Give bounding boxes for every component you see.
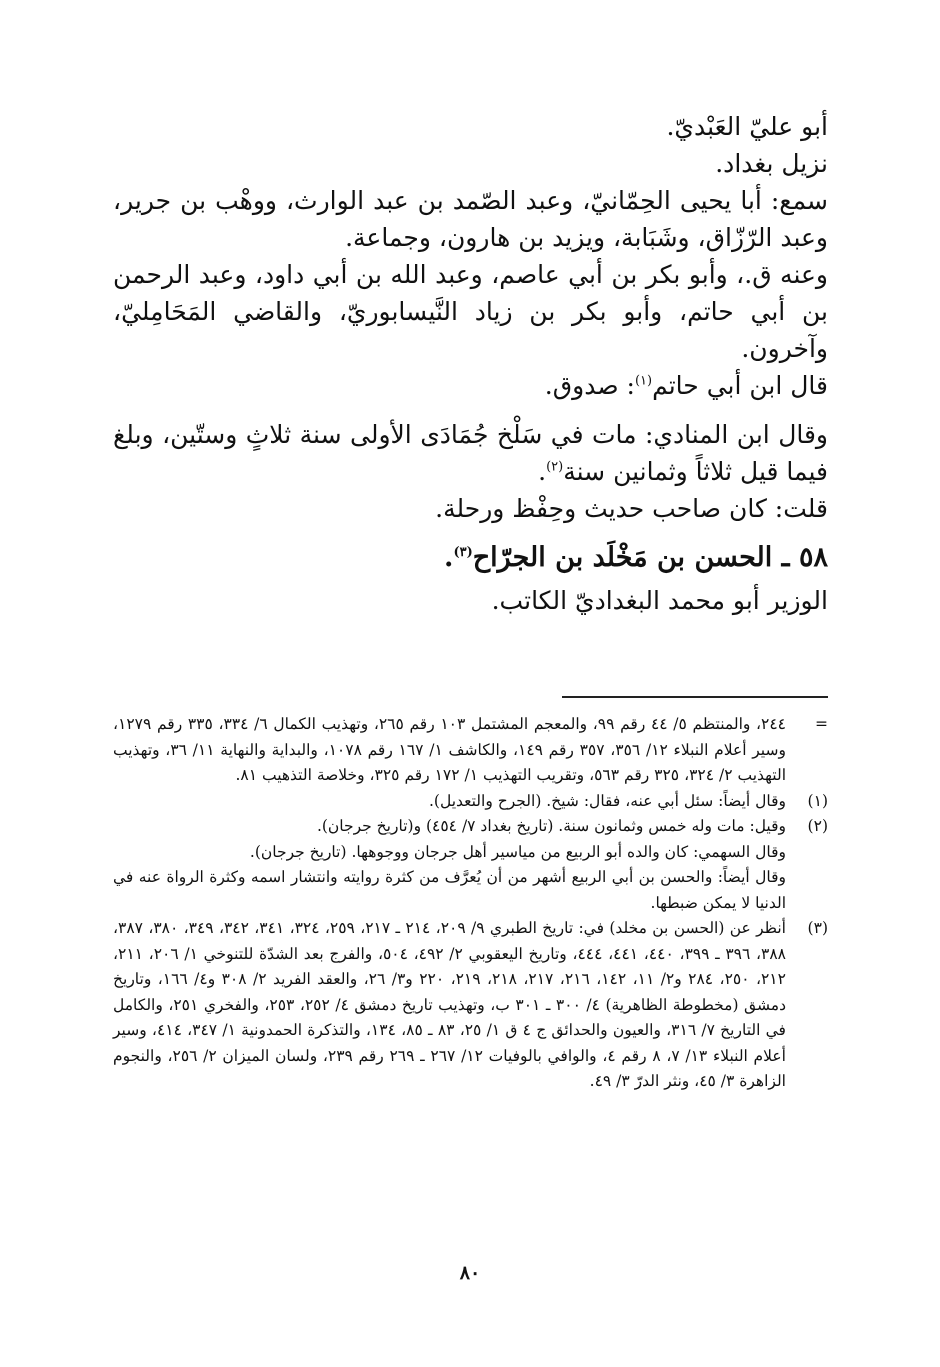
entry-tail: . [444,542,454,573]
footnote-3 [113,916,828,1095]
quote-ibn-al-munadi [113,416,828,490]
footnote-text: وقال السهمي: كان والده أبو الربيع من مياسير أهل جرجان ووجوهها. (تاريخ جرجان). [249,842,786,861]
quote-text: وقال ابن المنادي: مات في سَلْخ جُمَادَى الأولى سنة ثلاثٍ وستّين، وبلغ فيما قيل ثلاثاً وثمانين سنة [113,420,828,486]
entry-subtitle: الوزير أبو محمد البغداديّ الكاتب. [491,586,828,615]
footnote-1 [113,789,828,815]
footnote-number: (٣) [807,919,828,937]
footnote-text: وقال أيضاً: سئل أبي عنه، فقال: شيخ. (الجرح والتعديل). [428,791,786,810]
footnote-text: أنظر عن (الحسن بن مخلد) في: تاريخ الطبري ٩/ ٢٠٩، ٢١٤ ـ ٢١٧، ٢٥٩، ٣٢٤، ٣٤١، ٣٤٢، ٣٤٩، ٣٨٠، ٣٨٧، ٣٨٨، ٣٩٦ ـ ٣٩٩، ٤٤٠، ٤٤١، ٤٤٤، وتاريخ اليعقوبي ٢/ ٤٩٢، ٥٠٤، والفرج بعد الشدّة للتنوخي ١/ ٢٠٦، ٢١١، ٢١٢، ٢٥٠، ٢٨٤ و٢/ ١١، ١٤٢، ٢١٦، ٢١٧، ٢١٨، ٢١٩، ٢٢٠ و٣/ ٢٦، والعقد الفريد ٢/ ٣٠٨ و٤/ ١٦٦، وتاريخ دمشق (مخطوطة الظاهرية) ٤/ ٣٠٠ ـ ٣٠١ ب، وتهذيب تاريخ دمشق ٤/ ٢٥٢، ٢٥٣، والفخري ٢٥١، والكامل في التاريخ ٧/ ٣١٦، والعيون والحدائق ج ٤ ق ١/ ٢٥، ٨٣ ـ ٨٥، ١٣٤، والتذكرة الحمدونية ١/ ٣٤٧، ٤١٤، وسير أعلام النبلاء ١٣/ ٧، ٨ رقم ٤، والوافي بالوفيات ١٢/ ٢٦٧ ـ ٢٦٩ رقم ٢٣٩، ولسان الميزان ٢/ ٢٥٦، والنجوم الزاهرة ٣/ ٤٥، ونثر الدرّ ٣/ ٤٩. [113,919,787,1090]
text-line: سمع: أبا يحيى الحِمّانيّ، وعبد الصّمد بن عبد الوارث، ووهْب بن جرير، وعبد الرّزّاق، وشَبَابة، ويزيد بن هارون، وجماعة. [113,186,828,252]
footnote-text: وقال أيضاً: والحسن بن أبي الربيع أشهر من أن يُعرَّف من كثرة روايته وانتشار اسمه وكثرة الرواة عنه في الدنيا لا يمكن ضبطها. [113,868,786,912]
footnote-ref-2[interactable]: (٢) [546,459,564,475]
footnote-text: وقيل: مات وله خمس وثمانون سنة. (تاريخ بغداد ٧/ ٤٥٤) و(تاريخ جرجان). [316,817,786,835]
footnote-ref-1[interactable]: (١) [634,373,653,389]
footnote-number: (٢) [807,817,828,835]
footnote-2 [113,814,828,840]
footnotes [113,712,828,1095]
entry-title: ٥٨ ـ الحسن بن مَخْلَد بن الجرّاح [472,542,828,573]
quote-tail: . [538,457,547,486]
main-text [113,108,828,619]
footnote-divider [562,696,828,698]
text-line: نزيل بغداد. [715,149,828,178]
entry-heading [113,539,828,576]
quote-ibn-abi-hatim [113,367,828,404]
author-note: قلت: كان صاحب حديث وحِفْظ ورحلة. [435,494,828,523]
text-line: أبو عليّ العَبْديّ. [666,112,828,141]
footnote-ref-3[interactable]: (٣) [453,545,473,560]
text-line: وعنه ق.، وأبو بكر بن أبي عاصم، وعبد الله بن أبي داود، وعبد الرحمن بن أبي حاتم، وأبو بكر بن زياد النَّيسابوريّ، والقاضي المَحَامِليّ، وآخرون. [113,260,828,363]
footnote-number: (١) [807,791,828,810]
footnote-continuation [113,712,828,789]
quote-tail: : صدوق. [544,371,635,400]
footnote-text: ٢٤٤، والمنتظم ٥/ ٤٤ رقم ٩٩، والمعجم المشتمل ١٠٣ رقم ٢٦٥، وتهذيب الكمال ٦/ ٣٣٤، ٣٣٥ رقم ١٢٧٩، وسير أعلام النبلاء ١٢/ ٣٥٦، ٣٥٧ رقم ١٤٩، والكاشف ١/ ١٦٧ رقم ١٠٧٨، والبداية والنهاية ١١/ ٣٦، وتهذيب التهذيب ٢/ ٣٢٤، ٣٢٥ رقم ٥٦٣، وتقريب التهذيب ١/ ١٧٢ رقم ٣٢٥، وخلاصة التذهيب ٨١. [113,715,787,784]
page-number: ٨٠ [459,1262,481,1284]
continuation-marker: = [815,715,828,733]
quote-text: قال ابن أبي حاتم [652,371,828,400]
